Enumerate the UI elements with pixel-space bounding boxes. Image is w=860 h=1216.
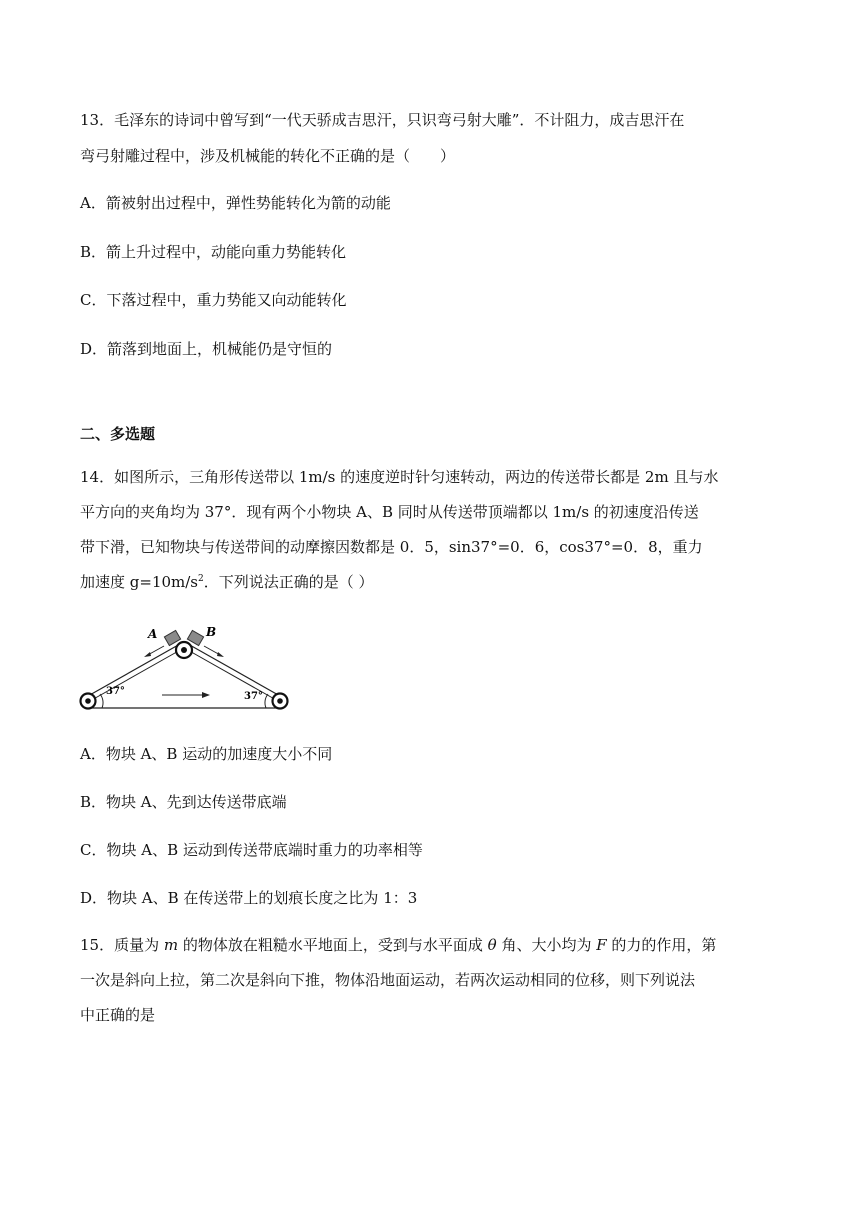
section-heading: 二、多选题	[80, 425, 156, 443]
q13-stem-line2: 弯弓射雕过程中，涉及机械能的转化不正确的是（ ）	[80, 147, 456, 165]
q15-stem-line3: 中正确的是	[80, 1006, 156, 1024]
pulley-right	[273, 694, 288, 709]
direction-arrow-head	[202, 692, 210, 698]
q14-option-a: A．物块 A、B 运动的加速度大小不同	[80, 745, 333, 763]
q13-option-b: B．箭上升过程中，动能向重力势能转化	[80, 243, 347, 261]
q15-stem-line1	[80, 935, 716, 955]
q13-stem-line1: 13．毛泽东的诗词中曾写到“一代天骄成吉思汗，只识弯弓射大雕”．不计阻力，成吉思汗在	[80, 111, 685, 129]
belt-left-inner	[90, 649, 182, 701]
q14-option-c: C．物块 A、B 运动到传送带底端时重力的功率相等	[80, 841, 423, 859]
q13-option-c: C．下落过程中，重力势能又向动能转化	[80, 291, 347, 309]
label-a: A	[148, 627, 158, 641]
q15-var-theta: θ	[487, 936, 497, 954]
q15-text-2: 的物体放在粗糙水平地面上，受到与水平面成	[178, 936, 488, 954]
belt-right-inner	[186, 649, 278, 701]
q13-option-d: D．箭落到地面上，机械能仍是守恒的	[80, 340, 333, 358]
q14-option-b: B．物块 A、先到达传送带底端	[80, 793, 287, 811]
pulley-top	[176, 642, 192, 658]
conveyor-belt-figure	[76, 624, 296, 716]
belt-right-outer	[188, 644, 280, 696]
q13-option-a: A．箭被射出过程中，弹性势能转化为箭的动能	[80, 194, 391, 212]
q15-var-f: F	[596, 936, 607, 954]
q15-text-1: 15．质量为	[80, 936, 164, 954]
q14-stem-line4	[80, 572, 374, 592]
angle-label-right: 37°	[244, 691, 263, 702]
arrow-b-head	[217, 652, 224, 657]
q14-stem-line4-tail: ．下列说法正确的是（ ）	[203, 573, 374, 591]
angle-arc-left	[100, 694, 103, 708]
label-b: B	[206, 625, 217, 639]
angle-arc-right	[265, 694, 268, 708]
q14-stem-line4-superscript: 2	[198, 574, 204, 584]
q15-text-4: 的力的作用，第	[606, 936, 717, 954]
pulley-left	[81, 694, 96, 709]
q14-stem-line3: 带下滑，已知物块与传送带间的动摩擦因数都是 0．5，sin37°=0．6，cos37°=0．8，重力	[80, 538, 703, 556]
q15-stem-line2: 一次是斜向上拉，第二次是斜向下推，物体沿地面运动，若两次运动相同的位移，则下列说法	[80, 971, 696, 989]
q15-text-3: 角、大小均为	[496, 936, 597, 954]
belt-left-outer	[88, 644, 180, 696]
q14-stem-line4-text: 加速度 g=10m/s	[80, 573, 199, 591]
q14-stem-line2: 平方向的夹角均为 37°．现有两个小物块 A、B 同时从传送带顶端都以 1m/s 的初速度沿传送	[80, 503, 699, 521]
q14-stem-line1: 14．如图所示，三角形传送带以 1m/s 的速度逆时针匀速转动，两边的传送带长都是 2m 且与水	[80, 468, 719, 486]
angle-label-left: 37°	[106, 686, 125, 697]
q15-var-m: m	[163, 936, 179, 954]
q14-option-d: D．物块 A、B 在传送带上的划痕长度之比为 1：3	[80, 889, 418, 907]
arrow-a-head	[144, 652, 151, 657]
